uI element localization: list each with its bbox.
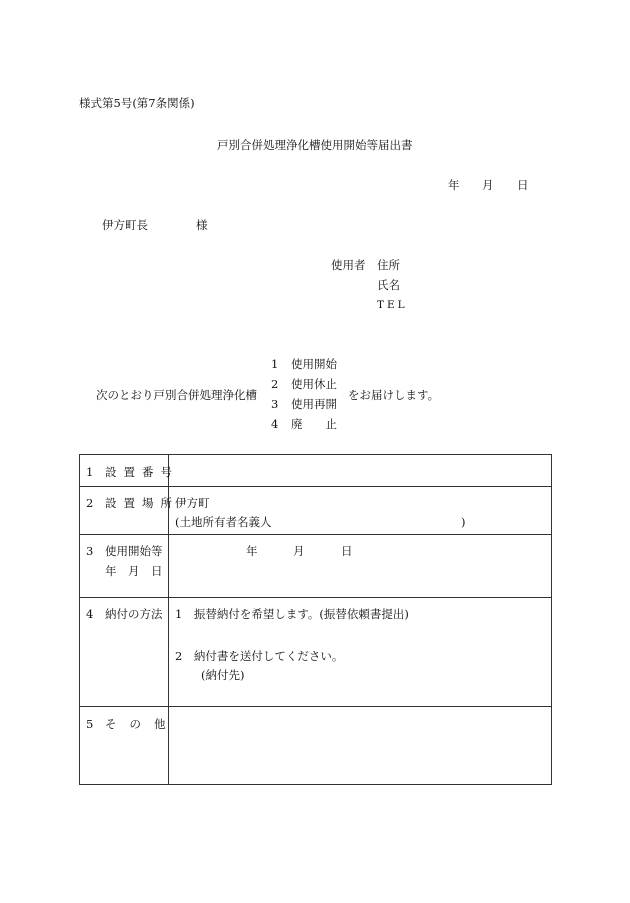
notice-option-label: 廃 止 — [291, 417, 337, 431]
landowner-open: (土地所有者名義人 — [175, 515, 272, 529]
row-label-cell — [80, 455, 179, 487]
payment-option-invoice: 2 納付書を送付してください。 — [175, 649, 344, 663]
location-town: 伊方町 — [175, 496, 210, 510]
row-label: 設置番号 — [105, 465, 179, 479]
start-day-label: 日 — [341, 544, 353, 558]
applicant-user-label: 使用者 — [331, 258, 366, 272]
notice-option-num: 2 — [271, 377, 279, 391]
notice-option-num: 3 — [271, 397, 279, 411]
date-month-label: 月 — [482, 178, 494, 192]
start-date-field[interactable] — [169, 535, 552, 598]
row-label: その他 — [105, 717, 179, 731]
row-number: 3 — [86, 544, 94, 558]
notice-option-label: 使用開始 — [291, 357, 337, 371]
notice-option-label: 使用休止 — [291, 377, 337, 391]
install-location-field[interactable] — [169, 487, 552, 535]
row-label: 納付の方法 — [105, 607, 163, 621]
table-row — [80, 455, 552, 487]
row-label: 使用開始等 — [105, 544, 163, 558]
notice-option-label: 使用再開 — [291, 397, 337, 411]
notice-prefix: 次のとおり戸別合併処理浄化槽 — [96, 388, 257, 402]
payment-option-transfer: 1 振替納付を希望します。(振替依頼書提出) — [175, 607, 409, 621]
date-year-label: 年 — [448, 178, 460, 192]
date-day-label: 日 — [517, 178, 529, 192]
form-title: 戸別合併処理浄化槽使用開始等届出書 — [217, 138, 413, 152]
form-table — [79, 454, 552, 785]
applicant-address-label: 住所 — [377, 258, 400, 272]
form-number: 様式第5号(第7条関係) — [79, 96, 195, 110]
landowner-close: ) — [461, 515, 466, 529]
other-notes-field[interactable] — [169, 707, 552, 785]
notice-suffix: をお届けします。 — [348, 388, 440, 402]
install-number-field[interactable] — [169, 455, 552, 487]
row-number: 1 — [86, 465, 94, 479]
start-month-label: 月 — [293, 544, 305, 558]
notice-option-num: 4 — [271, 417, 279, 431]
table-row — [80, 707, 552, 785]
table-row — [80, 598, 552, 707]
applicant-name-label: 氏名 — [377, 278, 400, 292]
row-number: 2 — [86, 496, 94, 510]
row-label-cell — [80, 598, 169, 707]
row-label: 設置場所 — [105, 496, 179, 510]
addressee-honorific: 様 — [196, 218, 208, 232]
payment-destination-label: (納付先) — [201, 668, 245, 682]
addressee-name: 伊方町長 — [102, 218, 148, 232]
row-label-line2: 年 月 日 — [105, 564, 163, 578]
row-label-cell — [80, 535, 169, 598]
applicant-tel-label: TEL — [377, 299, 408, 311]
row-number: 4 — [86, 607, 94, 621]
table-row — [80, 535, 552, 598]
row-label-cell — [80, 707, 179, 785]
table-row — [80, 487, 552, 535]
row-number: 5 — [86, 717, 94, 731]
row-label-cell — [80, 487, 179, 535]
notice-option-num: 1 — [271, 357, 279, 371]
start-year-label: 年 — [246, 544, 258, 558]
payment-method-field[interactable] — [169, 598, 552, 707]
